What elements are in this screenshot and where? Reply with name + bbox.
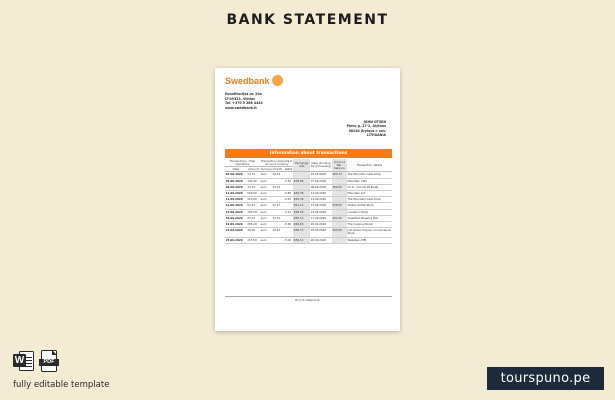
header-transactions: Transactions, other operations	[225, 159, 260, 167]
tx-booking-date: 07.09.2020	[310, 178, 332, 184]
tx-amount: 22.91	[247, 203, 260, 209]
tx-booking-date: 20.09.2020	[310, 222, 332, 228]
tx-rate: €42.14	[293, 203, 310, 209]
client-address-line: JOHN OTSEN	[363, 120, 386, 124]
tx-currency: euro	[260, 178, 272, 184]
tx-debit: -2.21	[283, 209, 293, 215]
page-headline: BANK STATEMENT	[226, 12, 389, 28]
tx-currency: euro	[260, 209, 272, 215]
tx-amount: 23.74	[247, 215, 260, 221]
transactions-body	[225, 172, 392, 243]
tx-date: 11.09.2020	[225, 190, 247, 196]
tx-rate: €65.59	[293, 209, 310, 215]
tx-amount: 215.59	[247, 237, 260, 243]
tx-description: Lucastron Shop	[347, 209, 392, 215]
tx-currency: euro	[260, 172, 272, 178]
tx-debit: -5.36	[283, 222, 293, 228]
table-row	[225, 228, 392, 237]
tx-currency: euro	[260, 222, 272, 228]
word-icon	[13, 350, 35, 372]
tx-credit: 13.14	[272, 184, 284, 190]
header-credit: Credit	[273, 166, 282, 171]
tx-amount: 13.74	[247, 172, 260, 178]
pdf-icon	[39, 350, 59, 372]
tx-date: 19.09.2020	[225, 222, 247, 228]
tx-booking-date: 13.09.2020	[310, 203, 332, 209]
tx-description: Mountain Cafe	[347, 178, 392, 184]
tx-debit	[283, 228, 293, 237]
tx-currency: euro	[260, 197, 272, 203]
tx-rate: €40.63	[293, 222, 310, 228]
tx-description: Mountain Lof	[347, 190, 392, 196]
tx-debit: -5.09	[283, 237, 293, 243]
client-address-line: 08240 Alytaus r. sav.	[348, 128, 386, 133]
header-account-balance: Account Bal. balance	[332, 159, 347, 172]
tx-description: D.I.O. / Goods Of Boats	[347, 184, 392, 190]
tx-date: 02.09.2020	[225, 172, 247, 178]
tx-amount: 102.30	[247, 178, 260, 184]
header-date: Date	[225, 167, 247, 172]
header-amount: Amount	[248, 166, 259, 171]
tx-description: The Mountain Cake Shop	[347, 172, 392, 178]
tx-amount: 310.00	[247, 197, 260, 203]
bank-logo	[225, 75, 283, 86]
tx-balance	[332, 237, 347, 243]
tx-rate: €30.86	[293, 178, 310, 184]
bank-address-line: www.swedbank.lt	[225, 105, 257, 110]
header-exchange-rate: Exchange rate	[293, 159, 310, 172]
tx-description: The Mountain Cake Shop	[347, 197, 392, 203]
tx-booking-date: 26.09.2020	[310, 237, 332, 243]
tx-amount: 155.09	[247, 209, 260, 215]
header-booking-date: Date (booking for processing)	[310, 159, 332, 172]
tx-credit: 13.74	[272, 172, 284, 178]
client-address-line: LITHUANIA	[366, 133, 386, 138]
transactions-table	[225, 159, 392, 244]
tx-currency: euro	[260, 215, 272, 221]
tx-rate: €50.12	[293, 237, 310, 243]
tx-currency: euro	[260, 184, 272, 190]
tx-currency: euro	[260, 228, 272, 237]
tx-credit	[272, 237, 284, 243]
tx-balance: 405.08	[332, 228, 347, 237]
transactions-title-bar: Information about transactions	[225, 149, 392, 158]
tx-amount: 36.30	[247, 228, 260, 237]
tx-amount: 205.29	[247, 222, 260, 228]
header-currency: Currency	[260, 166, 273, 171]
tx-balance: 480.74	[332, 172, 347, 178]
bank-address	[225, 92, 263, 110]
tx-booking-date: 12.09.2020	[310, 197, 332, 203]
bank-address-line: LT-09313, Vilnius	[225, 96, 256, 101]
table-row	[225, 237, 392, 243]
header-debit: Debit	[284, 166, 293, 171]
tx-balance: 221.45	[332, 215, 347, 221]
brand-badge[interactable]: tourspuno.pe	[487, 367, 604, 390]
tx-currency: euro	[260, 190, 272, 196]
client-address-line: Pievų g. 17-2, Alytaus	[346, 124, 386, 129]
tx-credit: 10.53	[272, 228, 284, 237]
bank-address-line: Tel. +370 5 268 4444	[225, 101, 263, 106]
client-address	[347, 120, 386, 138]
tx-amount: 13.14	[247, 184, 260, 190]
tx-debit: -0.88	[283, 190, 293, 196]
header-description: Transaction details	[347, 159, 392, 172]
tx-booking-date: 03.09.2020	[310, 172, 332, 178]
tx-description: The Cupping Room	[347, 222, 392, 228]
tx-rate: €50.12	[293, 215, 310, 221]
tx-booking-date: 25.09.2020	[310, 228, 332, 237]
tx-date: 24.09.2020	[225, 228, 247, 237]
tx-date: 16.09.2020	[225, 215, 247, 221]
statement-sheet	[215, 68, 400, 331]
header-amounts: Transaction amounts in account currency	[261, 158, 293, 166]
bank-logo-text: Swedbank	[225, 75, 270, 86]
format-icons	[13, 350, 59, 372]
tx-booking-date: 17.09.2020	[310, 215, 332, 221]
tx-rate: €56.72	[293, 228, 310, 237]
tx-credit: 13.74	[272, 215, 284, 221]
end-of-statement: End of statement	[295, 298, 320, 302]
tx-date: 05.09.2020	[225, 178, 247, 184]
tx-rate: €45.36	[293, 197, 310, 203]
pdf-icon-label: PDF	[39, 359, 59, 366]
tx-debit: -3.32	[283, 178, 293, 184]
tx-date: 13.09.2020	[225, 209, 247, 215]
tx-balance: 360.05	[332, 184, 347, 190]
tx-date: 11.09.2020	[225, 197, 247, 203]
tx-description: Wakeban ATM	[347, 237, 392, 243]
tx-description: Classified Brewing Pub	[347, 215, 392, 221]
end-divider	[225, 296, 392, 297]
tx-booking-date: 08.09.2020	[310, 184, 332, 190]
tx-description: Just Green Organic Convenience Store	[347, 228, 391, 236]
word-icon-letter: W	[14, 355, 25, 366]
bank-address-line: Konstitucijos pr. 20a	[225, 92, 262, 96]
tx-rate: €56.38	[293, 190, 310, 196]
tx-booking-date: 12.09.2020	[310, 190, 332, 196]
tx-credit: 22.17	[272, 203, 284, 209]
tx-balance: 258.52	[332, 203, 347, 209]
tx-date: 06.09.2020	[225, 184, 247, 190]
tx-date: 25.09.2020	[225, 237, 247, 243]
tx-currency: euro	[260, 237, 272, 243]
editable-caption: fully editable template	[13, 380, 110, 390]
tx-debit: -2.05	[283, 197, 293, 203]
bank-logo-mark	[272, 75, 283, 86]
tx-booking-date: 14.09.2020	[310, 209, 332, 215]
tx-amount: 500.00	[247, 190, 260, 196]
tx-currency: euro	[260, 203, 272, 209]
tx-date: 12.09.2020	[225, 203, 247, 209]
tx-description: Aldikoi Outlet Store	[347, 203, 392, 209]
